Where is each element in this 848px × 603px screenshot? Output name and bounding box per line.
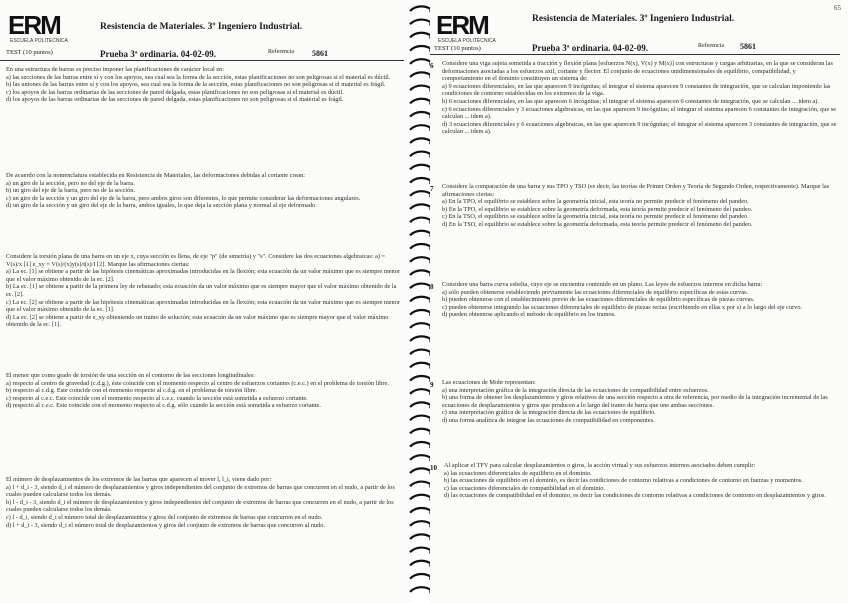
spiral-ring bbox=[410, 389, 432, 394]
spiral-ring bbox=[410, 350, 432, 355]
spiral-ring bbox=[410, 495, 432, 500]
spiral-ring bbox=[410, 442, 432, 447]
test-label: TEST (10 puntos) bbox=[434, 45, 481, 52]
spiral-ring bbox=[410, 284, 432, 289]
spiral-ring bbox=[410, 468, 432, 473]
spiral-ring bbox=[410, 72, 432, 77]
logo-subtitle: ESCUELA POLITÉCNICA bbox=[438, 38, 496, 44]
question-9: Las ecuaciones de Mohr representan: a) una interpretación gráfica de la integración directa de las ecuaciones de compatibilidad entre esfuerzos. b) una forma de obtener los desplazamientos y giros relativos de una sección respecto a otra de referencia, por medio de la integración incremental de las ecuaciones de desplazamientos y giros que producen a lo largo del tramo de barra que une ambas secciones. c) una interpretación gráfica de la integración directa de las ecuaciones de equilibrio. d) una forma analítica de integrar las ecuaciones de compatibilidad en componentes. bbox=[442, 379, 828, 424]
question-8: Considere una barra curva esbelta, cuyo eje se encuentra contenido en un plano. Las leyes de esfuerzos internos en dicha barra: a) sólo pueden obtenerse estableciendo previamente las ecuaciones diferenciales de equilibrio específicas de estas curvas. b) pueden obtenerse con el establecimiento previo de las ecuaciones diferenciales de equilibrio específicas de piezas curvas. c) pueden obtenerse integrando las ecuaciones diferenciales de equilibrio de piezas rectas (escribiendo en ellas x por s) a lo largo del eje curvo. d) pueden obtenerse aplicando el método de equilibrio en los tramos. bbox=[442, 281, 803, 319]
question-2: De acuerdo con la nomenclatura establecida en Resistencia de Materiales, las deformaciones debidas al cortante crean: a) un giro de la sección, pero no del eje de la barra. b) un giro del eje de la barra, pero no de la sección. c) un giro de la sección y un giro del eje de la barra, pero ambos giros son diferentes, lo que permite considerar las deformaciones angulares. d) un giro de la sección y un giro del eje de la barra, ambos iguales, lo que deja la sección plana y normal al eje deformado. bbox=[6, 172, 361, 210]
spiral-ring bbox=[410, 218, 432, 223]
erm-logo: ERM bbox=[8, 10, 60, 40]
header-rule bbox=[0, 60, 404, 61]
spiral-ring bbox=[410, 587, 432, 592]
question-3: Considere la torsión plana de una barra en un eje x, cuya sección es llena, de eje "p" (de simetría) y "s". Considere las dos ecuaciones algebraicas: a) = V(s)/x [1] e_xy = V(s)/(x)y(s)/t(s)/I [2]. Marque las afirmaciones ciertas: a) La ec. [1] se obtiene a partir de las hipótesis cinemáticas aproximadas introducidas en la flexión; esta ecuación da un valor máximo que es siempre menor que el valor máximo obtenido de la ec. [2]. b) La ec. [1] se obtiene a partir de la primera ley de rebanado; esta ecuación da un valor máximo que es siempre mayor que el valor máximo obtenido de la ec. [2]. c) La ec. [2] se obtiene a partir de las hipótesis cinemáticas aproximadas introducidas en la flexión; esta ecuación da un valor máximo que es siempre menor que el valor máximo obtenido de la ec. [1]. d) La ec. [2] se obtiene a partir de e_xy obteniendo un tramo de solución; esta ecuación da un valor máximo que es siempre mayor que el valor máximo obtenido de la ec. [1]. bbox=[6, 253, 400, 329]
page-mark: 65 bbox=[834, 4, 841, 12]
spiral-ring bbox=[410, 323, 432, 328]
spiral-ring bbox=[410, 508, 432, 513]
exam-name: Prueba 3ª ordinaria. 04-02-09. bbox=[100, 49, 216, 59]
question-number: 8 bbox=[430, 283, 434, 291]
spiral-ring bbox=[410, 138, 432, 143]
reference-label: Referencia bbox=[698, 43, 724, 49]
spiral-ring bbox=[410, 257, 432, 262]
question-5: El número de desplazamientos de los extremos de las barras que aparecen al mover l, l_i, viene dado por: a) l + d_i - 3, siendo d_i el número de desplazamientos y giros independientes del conjunto de extremos de barras que concurren en el nudo, a partir de los cuales pueden calcularse todos los demás. b) l - d_i - 3, siendo d_i el número de desplazamientos y giros independientes del conjunto de extremos de barras que concurren en el nudo, a partir de los cuales pueden calcularse todos los demás. c) l - d_i, siendo d_i el número total de desplazamientos y giros del conjunto de extremos de barras que concurren en el nudo. d) l + d_i - 3, siendo d_i el número total de desplazamientos y giros del conjunto de extremos de barras que concurren al nudo. bbox=[6, 476, 395, 529]
header-rule bbox=[430, 54, 840, 55]
left-page bbox=[0, 0, 412, 603]
spiral-ring bbox=[410, 86, 432, 91]
spiral-ring bbox=[410, 6, 432, 11]
spiral-ring bbox=[410, 336, 432, 341]
spiral-ring bbox=[410, 33, 432, 38]
question-10: Al aplicar el TFV para calcular desplazamientos o giros, la acción virtual y sus esfuerzos internos asociados deben cumplir: a) las ecuaciones diferenciales de equilibrio en el dominio. b) las ecuaciones de equilibrio en el dominio, es decir las condiciones de contorno relativas a condiciones de contorno en fuerzas y momentos. c) las ecuaciones diferenciales de compatibilidad en el dominio. d) las ecuaciones de compatibilidad en el dominio, es decir las condiciones de contorno relativas a condiciones de contorno en desplazamientos y giros. bbox=[444, 462, 826, 500]
reference-label: Referencia bbox=[268, 49, 294, 55]
spiral-ring bbox=[410, 231, 432, 236]
spiral-ring bbox=[410, 99, 432, 104]
spiral-ring bbox=[410, 20, 432, 25]
spiral-ring bbox=[410, 402, 432, 407]
exam-name: Prueba 3ª ordinaria. 04-02-09. bbox=[532, 43, 648, 53]
spiral-ring bbox=[410, 416, 432, 421]
question-7: Considere la comparación de una barra y sus TPO y TSO (es decir, las teorías de Primer Orden y Teoría de Segundo Orden, respectivamente). Marque las afirmaciones ciertas: a) En la TPO, el equilibrio se establece sobre la geometría inicial, esta teoría no permite predecir el fenómeno del pandeo. b) En la TPO, el equilibrio se establece sobre la geometría deformada, esta teoría permite predecir el fenómeno del pandeo. c) En la TSO, el equilibrio se establece sobre la geometría inicial, esta teoría no permite predecir el fenómeno del pandeo. d) En la TSO, el equilibrio se establece sobre la geometría deformada, esta teoría permite predecir el fenómeno del pandeo. bbox=[442, 183, 830, 228]
erm-logo: ERM bbox=[436, 10, 488, 40]
spiral-ring bbox=[410, 310, 432, 315]
spiral-ring bbox=[410, 125, 432, 130]
spiral-ring bbox=[410, 297, 432, 302]
spiral-ring bbox=[410, 548, 432, 553]
question-6: Considere una viga sujeta sometida a tracción y flexión plana [esfuerzos N(x), V(x) y M(x)] con estructuras y cargas arbitrarias, en la que se consideran las deformaciones asociadas a los esfuerzos axil, cortante y flector. El conjunto de ecuaciones unidimensionales de equilibrio, compatibilidad, y comportamiento en el dominio constituyen un sistema de: a) 9 ecuaciones diferenciales, en las que aparecen 9 incógnitas; el integrar el sistema aparecen 9 constantes de integración, que se calculan imponiendo las condiciones de contorno establecidas en los extremos de la viga. b) 6 ecuaciones diferenciales, en las que aparecen 6 incógnitas; el integrar el sistema aparecen 6 constantes de integración, que se calculan ... idem a). c) 6 ecuaciones diferenciales y 3 ecuaciones algebraicas, en las que aparecen 9 incógnitas; el integrar el sistema aparecen 6 constantes de integración, que se calculan ... idem a). d) 3 ecuaciones diferenciales y 6 ecuaciones algebraicas, en las que aparecen 9 incógnitas; el integrar el sistema aparecen 3 constantes de integración, que se calculan ... idem a). bbox=[442, 60, 837, 136]
question-number: 9 bbox=[430, 381, 434, 389]
question-number: 7 bbox=[430, 185, 434, 193]
spiral-ring bbox=[410, 204, 432, 209]
test-label: TEST (10 puntos) bbox=[6, 49, 53, 56]
page-title: Resistencia de Materiales. 3º Ingeniero Industrial. bbox=[100, 22, 303, 32]
spiral-ring bbox=[410, 165, 432, 170]
reference-number: 5861 bbox=[312, 49, 328, 58]
spiral-ring bbox=[410, 270, 432, 275]
spiral-ring bbox=[410, 574, 432, 579]
spiral-ring bbox=[410, 455, 432, 460]
logo-subtitle: ESCUELA POLITÉCNICA bbox=[10, 38, 68, 44]
spiral-ring bbox=[410, 112, 432, 117]
spiral-ring bbox=[410, 244, 432, 249]
question-1: En una estructura de barras es preciso imponer las planificaciones de carácter local en: a) las secciones de las barras entre sí y con los apoyos, sea cual sea la forma de la sección, estas planificaciones no son peligrosas si el material es dúctil. b) las uniones de las barras entre sí y con los apoyos, sea cual sea la forma de la sección, estas planificaciones no son peligrosas si el material es frágil. c) los apoyos de las barras ordinarias de las secciones de pared delgada, estas planificaciones no son peligrosas si el material es dúctil. d) los apoyos de las barras ordinarias de las secciones de pared delgada, estas planificaciones no son peligrosas si el material es frágil. bbox=[6, 66, 391, 104]
spiral-ring bbox=[410, 482, 432, 487]
spiral-ring bbox=[410, 178, 432, 183]
spiral-ring bbox=[410, 534, 432, 539]
spiral-ring bbox=[410, 561, 432, 566]
question-number: 6 bbox=[430, 62, 434, 70]
spiral-ring bbox=[410, 363, 432, 368]
spiral-ring bbox=[410, 521, 432, 526]
spiral-ring bbox=[410, 191, 432, 196]
reference-number: 5861 bbox=[740, 42, 756, 51]
question-4: El menor que como grado de torsión de una sección en el contorno de las secciones longitudinales: a) respecto al centro de gravedad (c.d.g.), éste coincide con el momento respecto al centro de esfuerzos cortantes (c.e.c.) en el problema de torsión libre. b) respecto al c.d.g. Este coincide con el momento respecto al c.d.g. en el problema de torsión libre. c) respecto al c.e.c. Este coincide con el momento respecto al c.e.c. cuando la sección está sometida a esfuerzo cortante. d) respecto al c.e.c. Este coincide con el momento respecto al c.d.g. sólo cuando la sección está sometida a esfuerzo cortante. bbox=[6, 372, 389, 410]
question-number: 10 bbox=[430, 464, 437, 472]
spiral-ring bbox=[410, 59, 432, 64]
spiral-ring bbox=[410, 46, 432, 51]
right-page bbox=[430, 0, 848, 603]
spiral-ring bbox=[410, 429, 432, 434]
page-title: Resistencia de Materiales. 3º Ingeniero Industrial. bbox=[532, 14, 735, 24]
spiral-ring bbox=[410, 152, 432, 157]
spiral-ring bbox=[410, 376, 432, 381]
